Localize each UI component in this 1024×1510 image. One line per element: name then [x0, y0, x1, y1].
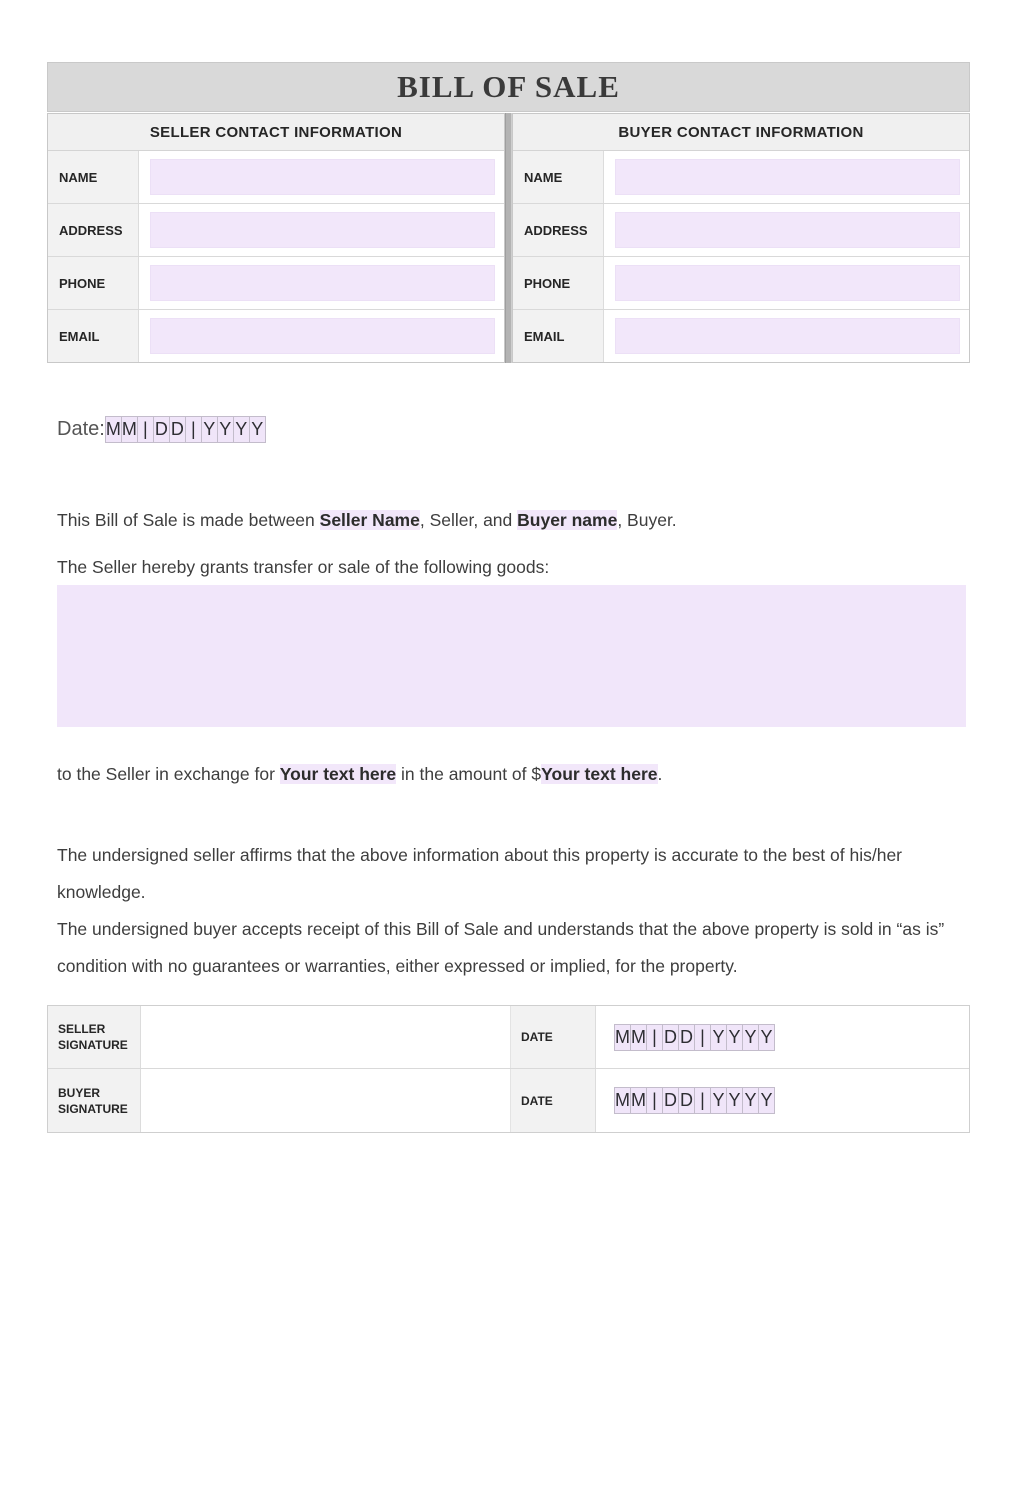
table-row — [513, 151, 969, 204]
seller-address-label: ADDRESS — [48, 204, 139, 256]
seller-name-label: NAME — [48, 151, 139, 203]
date-char-box[interactable]: Y — [742, 1024, 759, 1051]
buyer-contact-header: BUYER CONTACT INFORMATION — [513, 114, 969, 151]
date-char-box[interactable]: | — [646, 1087, 663, 1114]
table-row — [48, 204, 504, 257]
seller-contact-table — [47, 113, 505, 363]
date-char-box[interactable]: D — [153, 416, 170, 443]
buyer-phone-cell — [604, 257, 969, 309]
date-char-box[interactable]: Y — [249, 416, 266, 443]
exchange-text-mid: in the amount of $ — [396, 764, 542, 784]
page-title: BILL OF SALE — [397, 69, 620, 104]
seller-signature-input[interactable] — [141, 1006, 511, 1068]
date-label: Date: — [57, 417, 105, 440]
table-row — [48, 1006, 969, 1069]
goods-intro-paragraph: The Seller hereby grants transfer or sale of the following goods: — [57, 557, 550, 577]
date-char-box[interactable]: M — [105, 416, 122, 443]
seller-date-cell — [596, 1006, 969, 1068]
date-char-box[interactable]: D — [678, 1087, 695, 1114]
contact-section — [47, 113, 970, 363]
seller-signature-label: SELLER SIGNATURE — [48, 1006, 141, 1068]
table-row — [513, 257, 969, 310]
buyer-address-cell — [604, 204, 969, 256]
buyer-email-input[interactable] — [615, 318, 960, 354]
seller-email-input[interactable] — [150, 318, 495, 354]
date-line — [57, 415, 1024, 443]
buyer-name-cell — [604, 151, 969, 203]
exchange-consideration-placeholder[interactable]: Your text here — [279, 764, 397, 784]
date-char-box[interactable]: | — [646, 1024, 663, 1051]
date-char-box[interactable]: | — [137, 416, 154, 443]
date-char-box[interactable]: Y — [710, 1024, 727, 1051]
intro-text-pre: This Bill of Sale is made between — [57, 510, 320, 530]
made-between-paragraph — [57, 503, 944, 538]
buyer-name-label: NAME — [513, 151, 604, 203]
seller-contact-header: SELLER CONTACT INFORMATION — [48, 114, 504, 151]
date-char-box[interactable]: Y — [201, 416, 218, 443]
table-row — [513, 310, 969, 362]
seller-date-label: DATE — [511, 1006, 596, 1068]
seller-name-cell — [139, 151, 504, 203]
seller-email-cell — [139, 310, 504, 362]
date-char-box[interactable]: | — [694, 1024, 711, 1051]
buyer-signature-label: BUYER SIGNATURE — [48, 1069, 141, 1132]
date-char-box[interactable]: Y — [742, 1087, 759, 1114]
buyer-date-cell — [596, 1069, 969, 1132]
signature-table — [47, 1005, 970, 1133]
seller-phone-label: PHONE — [48, 257, 139, 309]
seller-address-cell — [139, 204, 504, 256]
buyer-email-cell — [604, 310, 969, 362]
date-char-box[interactable]: Y — [758, 1024, 775, 1051]
date-char-box[interactable]: D — [169, 416, 186, 443]
buyer-affirmation-paragraph: The undersigned buyer accepts receipt of this Bill of Sale and understands that the above property is sold in “as is” condition with no guarantees or warranties, either expressed or implied, for the property. — [57, 919, 945, 976]
buyer-phone-input[interactable] — [615, 265, 960, 301]
document-title-bar — [47, 62, 970, 112]
date-char-box[interactable]: Y — [710, 1087, 727, 1114]
date-char-box[interactable]: Y — [726, 1087, 743, 1114]
seller-date-input[interactable] — [614, 1024, 775, 1051]
date-char-box[interactable]: Y — [233, 416, 250, 443]
date-char-box[interactable]: M — [630, 1024, 647, 1051]
buyer-date-label: DATE — [511, 1069, 596, 1132]
date-char-box[interactable]: M — [614, 1024, 631, 1051]
date-char-box[interactable]: M — [121, 416, 138, 443]
exchange-amount-placeholder[interactable]: Your text here — [541, 764, 658, 784]
date-char-box[interactable]: | — [694, 1087, 711, 1114]
buyer-phone-label: PHONE — [513, 257, 604, 309]
date-char-box[interactable]: D — [662, 1024, 679, 1051]
buyer-contact-table — [512, 113, 970, 363]
buyer-name-placeholder[interactable]: Buyer name — [517, 510, 618, 530]
goods-description-input[interactable] — [57, 585, 966, 727]
buyer-signature-input[interactable] — [141, 1069, 511, 1132]
seller-phone-cell — [139, 257, 504, 309]
buyer-email-label: EMAIL — [513, 310, 604, 362]
bill-of-sale-document — [0, 62, 1024, 1510]
table-row — [48, 310, 504, 362]
table-row — [48, 257, 504, 310]
seller-name-input[interactable] — [150, 159, 495, 195]
seller-email-label: EMAIL — [48, 310, 139, 362]
exchange-text-pre: to the Seller in exchange for — [57, 764, 280, 784]
exchange-paragraph — [57, 757, 944, 792]
date-input[interactable] — [105, 416, 266, 443]
buyer-address-input[interactable] — [615, 212, 960, 248]
buyer-date-input[interactable] — [614, 1087, 775, 1114]
seller-name-placeholder[interactable]: Seller Name — [319, 510, 420, 530]
date-char-box[interactable]: Y — [758, 1087, 775, 1114]
date-char-box[interactable]: M — [614, 1087, 631, 1114]
date-char-box[interactable]: M — [630, 1087, 647, 1114]
seller-affirmation-paragraph: The undersigned seller affirms that the above information about this property is accurate to the best of his/her knowledge. — [57, 845, 903, 902]
seller-phone-input[interactable] — [150, 265, 495, 301]
date-char-box[interactable]: Y — [217, 416, 234, 443]
date-char-box[interactable]: D — [662, 1087, 679, 1114]
date-char-box[interactable]: Y — [726, 1024, 743, 1051]
intro-text-mid: , Seller, and — [419, 510, 518, 530]
table-row — [48, 151, 504, 204]
table-row — [48, 1069, 969, 1132]
buyer-address-label: ADDRESS — [513, 204, 604, 256]
exchange-text-post: . — [657, 764, 663, 784]
date-char-box[interactable]: D — [678, 1024, 695, 1051]
intro-text-post: , Buyer. — [617, 510, 677, 530]
seller-address-input[interactable] — [150, 212, 495, 248]
date-char-box[interactable]: | — [185, 416, 202, 443]
table-row — [513, 204, 969, 257]
buyer-name-input[interactable] — [615, 159, 960, 195]
table-divider — [505, 113, 512, 363]
